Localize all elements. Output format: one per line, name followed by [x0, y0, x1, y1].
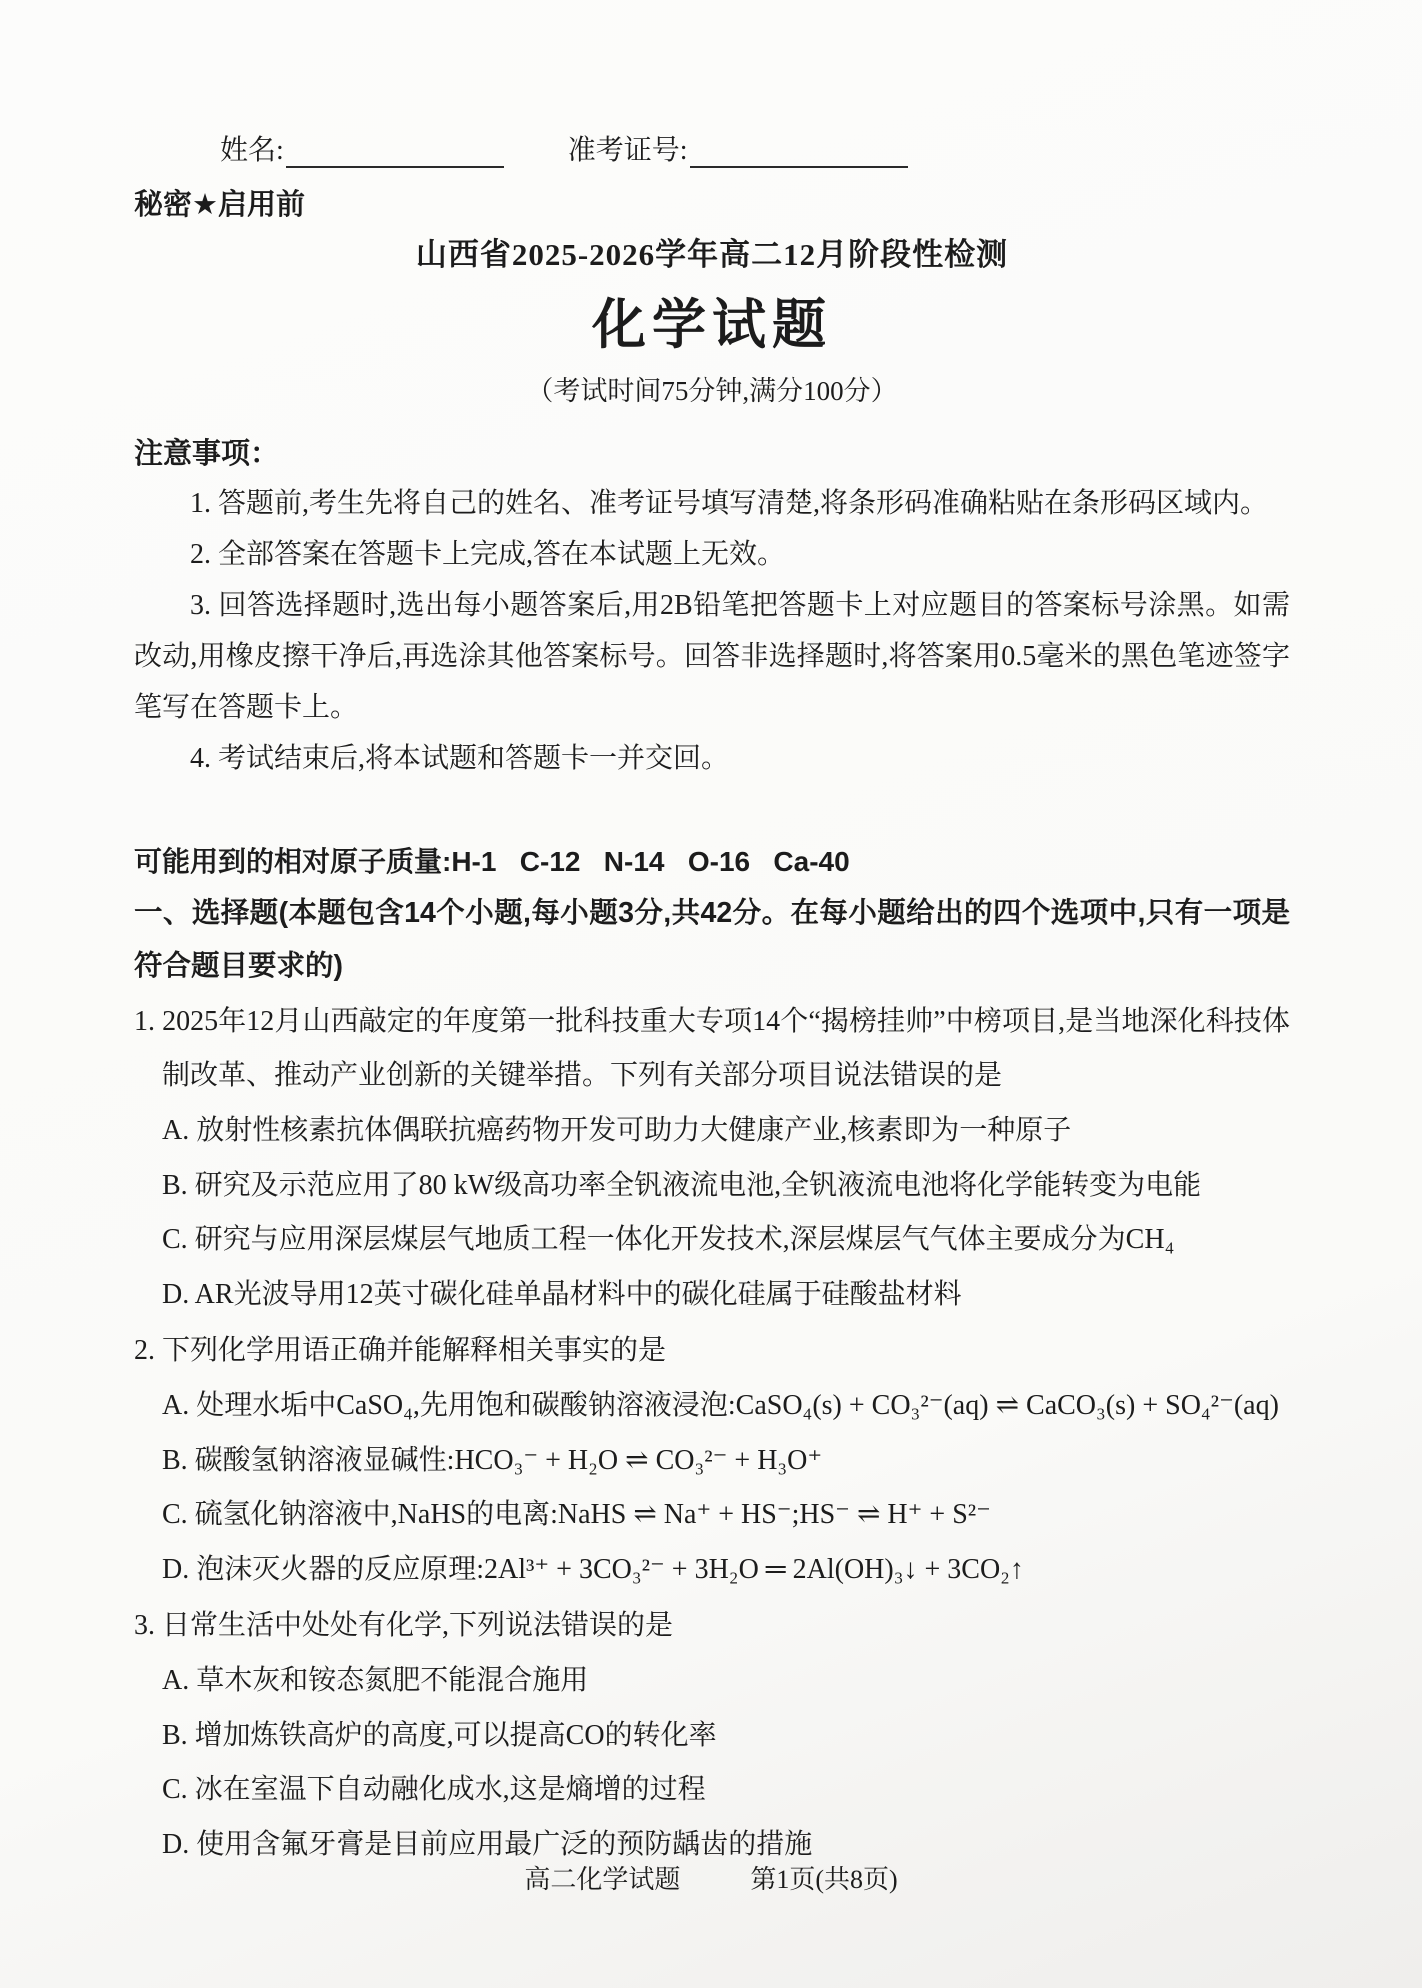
relative-atomic-mass-line: 可能用到的相对原子质量:H-1 C-12 N-14 O-16 Ca-40	[134, 846, 850, 878]
notice-heading: 注意事项：	[134, 438, 280, 470]
name-field	[220, 128, 504, 168]
notice-item-2: 2. 全部答案在答题卡上完成,答在本试题上无效。	[190, 539, 786, 571]
notice-item-3: 3. 回答选择题时,选出每小题答案后,用2B铅笔把答题卡上对应题目的答案标号涂黑。如需改动,用橡皮擦干净后,再选涂其他答案标号。回答非选择题时,将答案用0.5毫米的黑色笔迹签字笔写在答题卡上。	[134, 590, 1290, 724]
question-3-stem: 3. 日常生活中处处有化学,下列说法错误的是	[134, 1610, 674, 1642]
notice-item-1: 1. 答题前,考生先将自己的姓名、准考证号填写清楚,将条形码准确粘贴在条形码区域内。	[190, 488, 1269, 520]
section-1-heading: 一、选择题(本题包含14个小题,每小题3分,共42分。在每小题给出的四个选项中,只有一项是符合题目要求的)	[134, 897, 1290, 983]
notice-item-4: 4. 考试结束后,将本试题和答题卡一并交回。	[190, 743, 730, 775]
exam-number-field	[568, 128, 908, 168]
question-1-option-a: A. 放射性核素抗体偶联抗癌药物开发可助力大健康产业,核素即为一种原子	[162, 1115, 1072, 1147]
question-2-option-c: C. 硫氢化钠溶液中,NaHS的电离:NaHS ⇌ Na⁺ + HS⁻;HS⁻ ⇌ H⁺ + S²⁻	[162, 1499, 991, 1531]
question-3-option-a: A. 草木灰和铵态氮肥不能混合施用	[162, 1664, 589, 1696]
name-label: 姓名:	[220, 135, 284, 166]
footer-page-number: 第1页(共8页)	[750, 1865, 898, 1894]
question-1-option-b: B. 研究及示范应用了80 kW级高功率全钒液流电池,全钒液流电池将化学能转变为电能	[162, 1169, 1202, 1201]
question-2-option-b: B. 碳酸氢钠溶液显碱性:HCO₃⁻ + H₂O ⇌ CO₃²⁻ + H₃O⁺	[162, 1444, 823, 1476]
question-2-option-d: D. 泡沫灭火器的反应原理:2Al³⁺ + 3CO₃²⁻ + 3H₂O ═ 2Al(OH)₃↓ + 3CO₂↑	[162, 1553, 1024, 1585]
question-2	[134, 1324, 1290, 1597]
question-1-option-c: C. 研究与应用深层煤层气地质工程一体化开发技术,深层煤层气气体主要成分为CH₄	[162, 1224, 1175, 1256]
question-1-stem: 1. 2025年12月山西敲定的年度第一批科技重大专项14个“揭榜挂帅”中榜项目,是当地深化科技体制改革、推动产业创新的关键举措。下列有关部分项目说法错误的是	[134, 1005, 1290, 1092]
question-1-option-d: D. AR光波导用12英寸碳化硅单晶材料中的碳化硅属于硅酸盐材料	[162, 1278, 962, 1310]
question-2-option-a: A. 处理水垢中CaSO₄,先用饱和碳酸钠溶液浸泡:CaSO₄(s) + CO₃²⁻(aq) ⇌ CaCO₃(s) + SO₄²⁻(aq)	[162, 1390, 1279, 1421]
secrecy-notice: 秘密★启用前	[134, 189, 305, 221]
question-3-option-c: C. 冰在室温下自动融化成水,这是熵增的过程	[162, 1774, 706, 1806]
question-2-stem: 2. 下列化学用语正确并能解释相关事实的是	[134, 1335, 667, 1367]
footer-exam-name: 高二化学试题	[524, 1865, 681, 1894]
exam-number-blank-line	[690, 138, 908, 168]
exam-title: 山西省2025-2026学年高二12月阶段性检测	[415, 237, 1009, 272]
question-3	[134, 1599, 1290, 1872]
exam-duration-score: （考试时间75分钟,满分100分）	[526, 376, 898, 406]
question-1	[134, 995, 1290, 1323]
subject-title: 化学试题	[592, 295, 832, 355]
question-3-option-d: D. 使用含氟牙膏是目前应用最广泛的预防龋齿的措施	[162, 1828, 813, 1860]
page-footer	[0, 1859, 1422, 1896]
exam-number-label: 准考证号:	[567, 135, 688, 166]
candidate-id-row	[134, 128, 1290, 168]
question-3-option-b: B. 增加炼铁高炉的高度,可以提高CO的转化率	[162, 1719, 717, 1751]
name-blank-line	[286, 138, 504, 168]
